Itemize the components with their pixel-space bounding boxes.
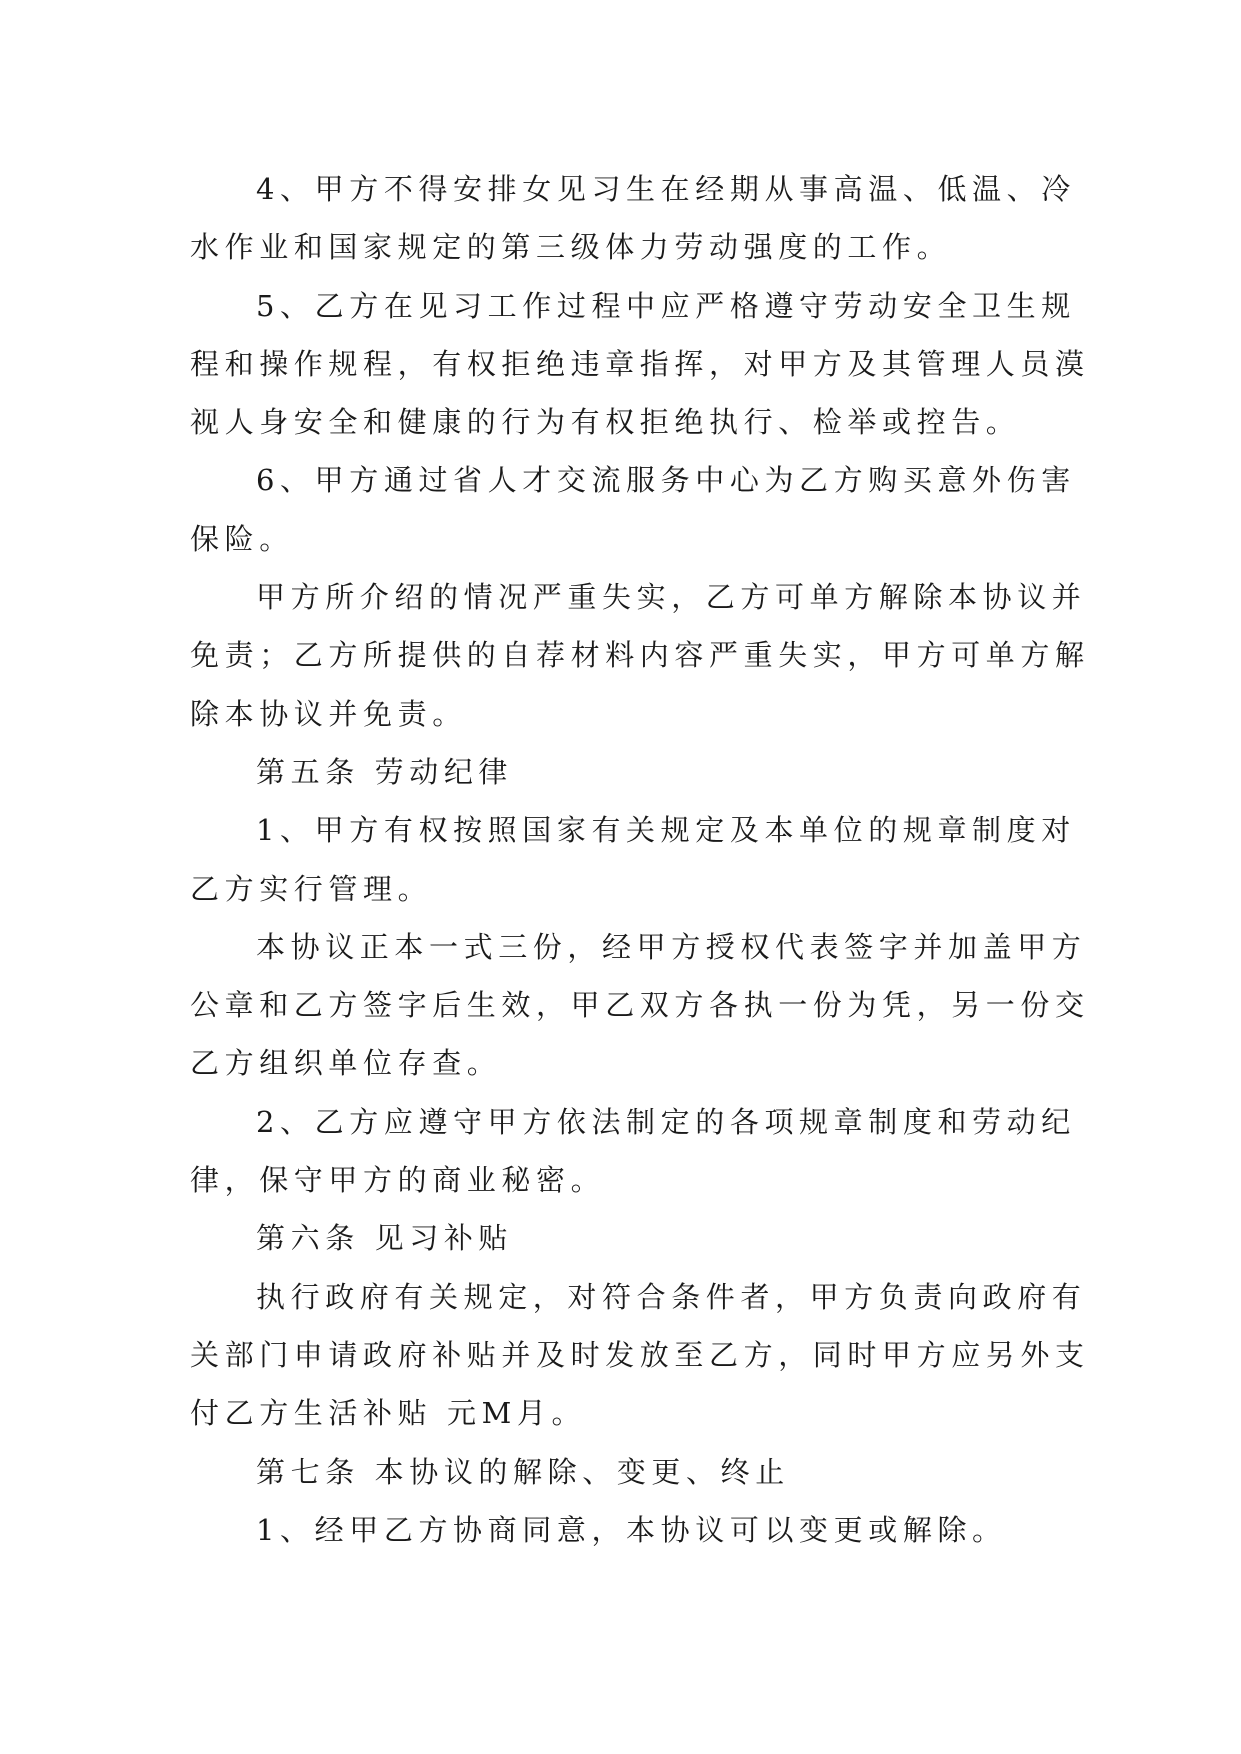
text-line: 6、甲方通过省人才交流服务中心为乙方购买意外伤害 — [256, 463, 1076, 498]
text-line: 保险。 — [190, 521, 294, 556]
text-line: 本协议正本一式三份，经甲方授权代表签字并加盖甲方 — [256, 929, 1087, 964]
text-line: 公章和乙方签字后生效，甲乙双方各执一份为凭，另一份交 — [190, 988, 1090, 1023]
text-line: 免责；乙方所提供的自荐材料内容严重失实，甲方可单方解 — [190, 638, 1090, 673]
paragraph-clause-6 — [190, 451, 1076, 568]
text-line: 程和操作规程，有权拒绝违章指挥，对甲方及其管理人员漠 — [190, 346, 1090, 381]
text-line: 甲方所介绍的情况严重失实，乙方可单方解除本协议并 — [256, 580, 1087, 615]
paragraph-misrepresentation — [190, 568, 1090, 743]
article-5-heading — [190, 743, 1050, 801]
text-line: 2、乙方应遵守甲方依法制定的各项规章制度和劳动纪 — [256, 1104, 1076, 1139]
text-line: 除本协议并免责。 — [190, 696, 467, 731]
article-6-heading — [190, 1209, 1050, 1267]
heading-line: 第五条 劳动纪律 — [256, 754, 514, 789]
heading-line: 第七条 本协议的解除、变更、终止 — [256, 1454, 790, 1489]
text-line: 乙方组织单位存查。 — [190, 1046, 502, 1081]
document-body — [190, 160, 1090, 1559]
paragraph-clause-5 — [190, 277, 1090, 452]
text-line: 5、乙方在见习工作过程中应严格遵守劳动安全卫生规 — [256, 288, 1076, 323]
paragraph-subsidy — [190, 1268, 1090, 1443]
text-line: 4、甲方不得安排女见习生在经期从事高温、低温、冷 — [256, 172, 1076, 206]
paragraph-article-5-item-2 — [190, 1093, 1076, 1210]
paragraph-article-7-item-1 — [190, 1501, 1050, 1559]
text-line: 执行政府有关规定，对符合条件者，甲方负责向政府有 — [256, 1279, 1087, 1314]
text-line: 付乙方生活补贴 元M月。 — [190, 1396, 587, 1431]
article-7-heading — [190, 1443, 1050, 1501]
heading-line: 第六条 见习补贴 — [256, 1221, 514, 1256]
text-line: 1、经甲乙方协商同意，本协议可以变更或解除。 — [256, 1512, 1007, 1547]
text-line: 关部门申请政府补贴并及时发放至乙方，同时甲方应另外支 — [190, 1337, 1090, 1372]
text-line: 视人身安全和健康的行为有权拒绝执行、检举或控告。 — [190, 405, 1021, 440]
text-line: 乙方实行管理。 — [190, 871, 433, 906]
paragraph-copies — [190, 918, 1090, 1093]
paragraph-article-5-item-1 — [190, 801, 1076, 918]
text-line: 1、甲方有权按照国家有关规定及本单位的规章制度对 — [256, 813, 1076, 848]
text-line: 水作业和国家规定的第三级体力劳动强度的工作。 — [190, 230, 952, 265]
text-line: 律，保守甲方的商业秘密。 — [190, 1163, 606, 1198]
paragraph-clause-4 — [190, 160, 1076, 277]
